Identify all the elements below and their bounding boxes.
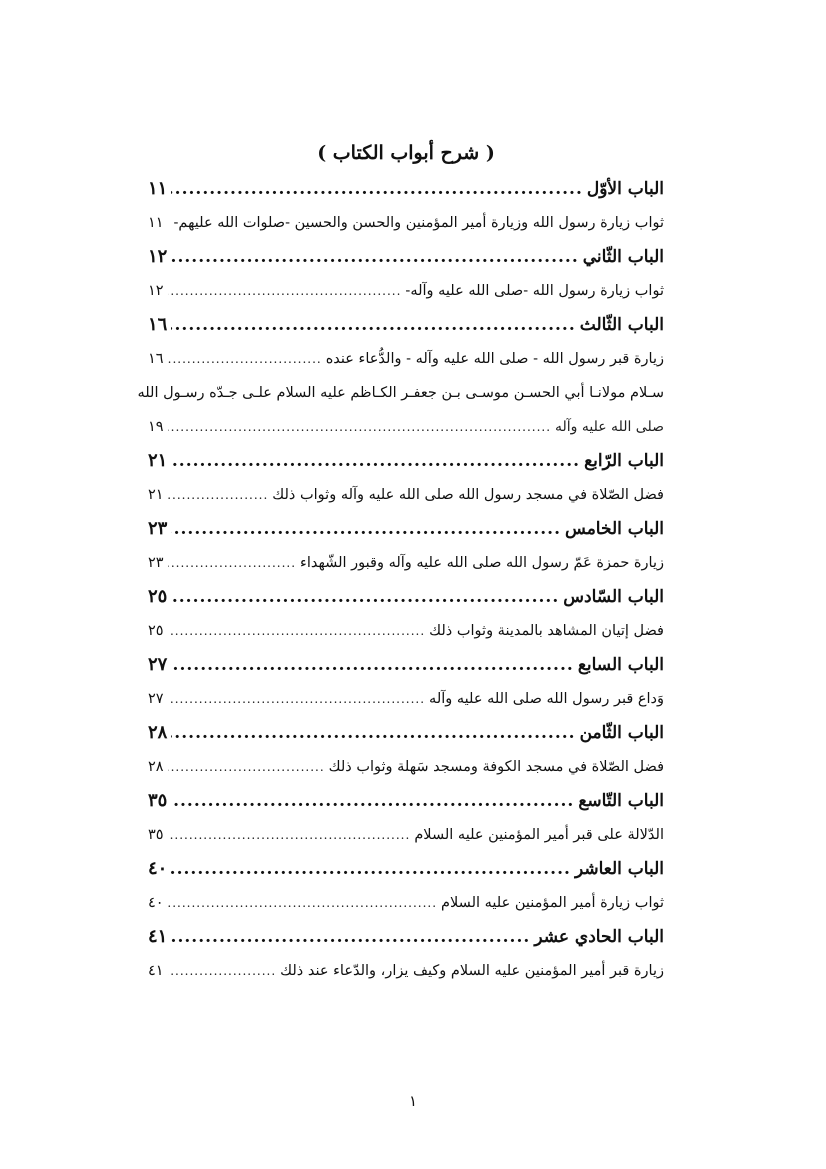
item-title: ثواب زيارة رسول الله وزيارة أمير المؤمنين والحسن والحسين -صلوات الله عليهم- — [173, 215, 664, 231]
chapter-title: الباب الثّاني — [582, 247, 664, 267]
dot-leader — [168, 614, 426, 648]
item-title: ثواب زيارة رسول الله -صلى الله عليه وآله- — [405, 283, 664, 299]
toc-chapter — [148, 172, 664, 206]
toc-item — [148, 546, 664, 580]
chapter-title: الباب السّادس — [563, 587, 664, 607]
page-ref: ٤٠ — [148, 858, 168, 879]
dot-leader — [168, 818, 411, 852]
toc-chapter — [148, 444, 664, 478]
toc-title: ( شرح أبواب الكتاب ) — [317, 142, 495, 164]
page-ref: ٤١ — [148, 926, 168, 947]
page-ref: ١٢ — [148, 283, 164, 299]
toc-item — [148, 886, 664, 920]
toc-item — [148, 614, 664, 648]
table-of-contents — [137, 136, 664, 988]
toc-item-continuation — [148, 410, 664, 444]
item-title: زيارة قبر أمير المؤمنين عليه السلام وكيف يزار، والدّعاء عند ذلك — [280, 963, 664, 979]
dot-leader — [171, 648, 573, 682]
toc-chapter — [148, 716, 664, 750]
dot-leader — [171, 716, 575, 750]
page-ref: ٢٨ — [148, 722, 168, 743]
chapter-title: الباب السابع — [577, 655, 664, 675]
page-number: ١ — [408, 1092, 418, 1110]
dot-leader — [171, 852, 571, 886]
chapter-title: الباب العاشر — [574, 859, 664, 879]
dot-leader — [168, 886, 437, 920]
page-ref: ٣٥ — [148, 827, 164, 843]
toc-item-multiline — [137, 376, 664, 444]
page-ref: ٢١ — [148, 450, 168, 471]
toc-item — [148, 682, 664, 716]
toc-chapter — [148, 852, 664, 886]
toc-item — [148, 206, 664, 240]
chapter-title: الباب الحادي عشر — [534, 927, 664, 947]
dot-leader — [168, 410, 551, 444]
dot-leader — [171, 920, 530, 954]
dot-leader — [168, 206, 170, 240]
dot-leader — [168, 750, 325, 784]
chapter-title: الباب التّاسع — [578, 791, 664, 811]
page-ref: ٤١ — [148, 963, 164, 979]
chapter-title: الباب الأوّل — [586, 179, 664, 199]
toc-chapter — [148, 512, 664, 546]
toc-chapter — [148, 308, 664, 342]
dot-leader — [168, 546, 296, 580]
item-title: وَداع قبر رسول الله صلى الله عليه وآله — [429, 691, 664, 707]
page-ref: ١٦ — [148, 351, 164, 367]
toc-chapter — [148, 240, 664, 274]
item-title: فضل الصّلاة في مسجد الكوفة ومسجد سَهلة وثواب ذلك — [328, 759, 664, 775]
page-ref: ١١ — [148, 215, 164, 231]
toc-chapter — [148, 784, 664, 818]
chapter-title: الباب الثّامن — [579, 723, 664, 743]
item-title: فضل الصّلاة في مسجد رسول الله صلى الله عليه وآله وثواب ذلك — [272, 487, 664, 503]
item-title-line1: سـلام مولانـا أبي الحسـن موسـى بـن جعفـر الكـاظم عليه السلام علـى جـدّه رسـول الله — [137, 385, 664, 401]
dot-leader — [171, 444, 580, 478]
page-ref: ٢٥ — [148, 623, 164, 639]
item-title: زيارة حمزة عَمّ رسول الله صلى الله عليه وآله وقبور الشّهداء — [300, 555, 664, 571]
item-title: فضل إتيان المشاهد بالمدينة وثواب ذلك — [429, 623, 664, 639]
toc-item — [148, 342, 664, 376]
dot-leader — [168, 682, 425, 716]
page-ref: ٢٧ — [148, 691, 164, 707]
page-ref: ٢٣ — [148, 518, 168, 539]
toc-item — [148, 478, 664, 512]
dot-leader — [171, 784, 574, 818]
page-ref: ١٦ — [148, 314, 168, 335]
toc-item — [148, 818, 664, 852]
toc-item — [148, 750, 664, 784]
page-ref: ١٢ — [148, 246, 168, 267]
dot-leader — [168, 478, 269, 512]
dot-leader — [171, 240, 578, 274]
dot-leader — [168, 342, 322, 376]
dot-leader — [168, 274, 402, 308]
page-ref: ٢٣ — [148, 555, 164, 571]
page-ref: ٢٨ — [148, 759, 164, 775]
page-ref: ١١ — [148, 178, 168, 199]
page-ref: ١٩ — [148, 419, 164, 435]
dot-leader — [171, 172, 583, 206]
item-title: ثواب زيارة أمير المؤمنين عليه السلام — [441, 895, 664, 911]
item-title: الدّلالة على قبر أمير المؤمنين عليه السلام — [414, 827, 664, 843]
toc-chapter — [148, 648, 664, 682]
toc-chapter — [148, 920, 664, 954]
page-ref: ٣٥ — [148, 790, 168, 811]
toc-item — [148, 274, 664, 308]
page-ref: ٢١ — [148, 487, 164, 503]
dot-leader — [171, 512, 561, 546]
chapter-title: الباب الرّابع — [584, 451, 664, 471]
chapter-title: الباب الثّالث — [579, 315, 664, 335]
page-ref: ٢٥ — [148, 586, 168, 607]
dot-leader — [171, 580, 559, 614]
page-ref: ٢٧ — [148, 654, 168, 675]
item-title: زيارة قبر رسول الله - صلى الله عليه وآله - والدُّعاء عنده — [325, 351, 664, 367]
dot-leader — [168, 954, 277, 988]
toc-item — [148, 954, 664, 988]
chapter-title: الباب الخامس — [565, 519, 664, 539]
toc-chapter — [148, 580, 664, 614]
dot-leader — [171, 308, 575, 342]
page-ref: ٤٠ — [148, 895, 164, 911]
item-title-line2: صلى الله عليه وآله — [555, 419, 664, 435]
